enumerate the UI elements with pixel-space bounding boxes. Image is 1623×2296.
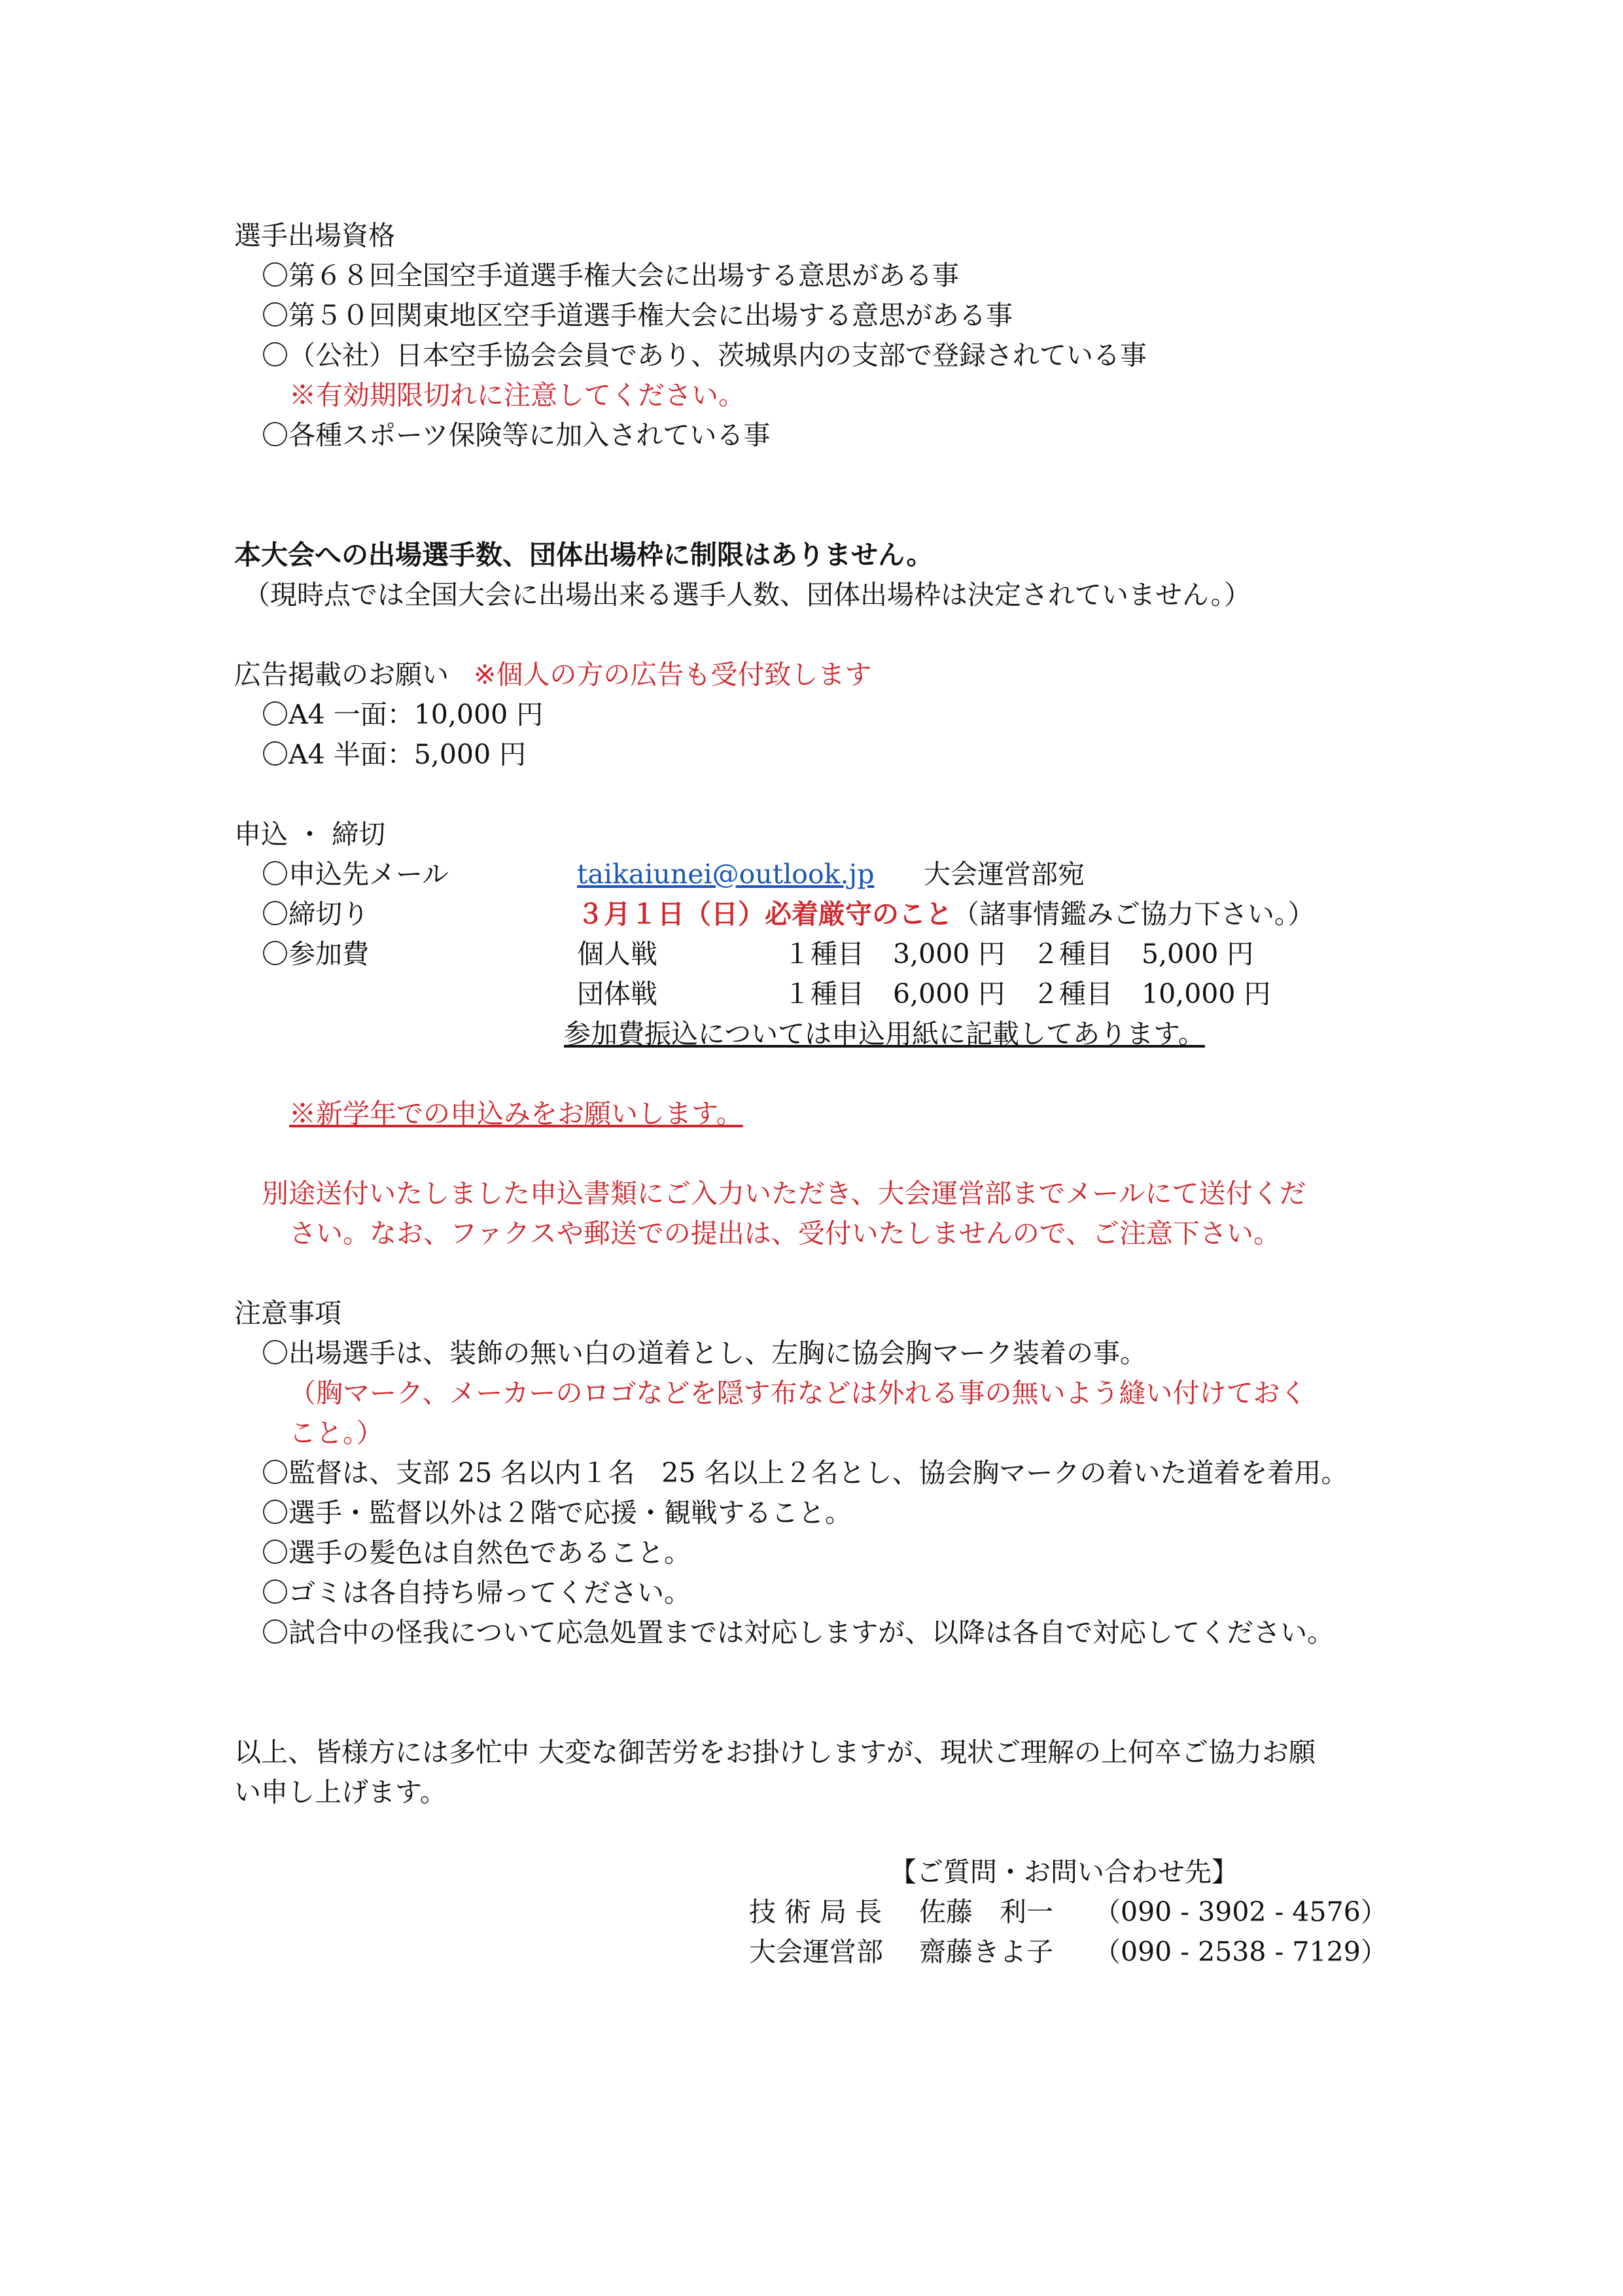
new-year-note bbox=[289, 1094, 743, 1134]
eligibility-item: 〇第５０回関東地区空手道選手権大会に出場する意思がある事 bbox=[262, 300, 1013, 331]
email-recipient: 大会運営部宛 bbox=[924, 858, 1085, 890]
contact-role: 大会運営部 bbox=[749, 1936, 883, 1968]
closing-line: 以上、皆様方には多忙中 大変な御苦労をお掛けしますが、現状ご理解の上何卒ご協力お願 bbox=[234, 1737, 1316, 1768]
deadline-line bbox=[577, 894, 1315, 934]
eligibility-item: 〇第６８回全国空手道選手権大会に出場する意思がある事 bbox=[262, 260, 959, 291]
fee-type: 団体戦 bbox=[577, 978, 657, 1010]
fee-two-label: ２種目 bbox=[1032, 938, 1113, 970]
deadline-label: 〇締切り bbox=[262, 898, 369, 930]
eligibility-item: 〇（公社）日本空手協会会員であり、茨城県内の支部で登録されている事 bbox=[262, 340, 1147, 371]
caution-uniform: 〇出場選手は、装飾の無い白の道着とし、左胸に協会胸マーク装着の事。 bbox=[262, 1337, 1147, 1369]
limit-note: （現時点では全国大会に出場出来る選手人数、団体出場枠は決定されていません。） bbox=[243, 579, 1251, 610]
caution-item: 〇試合中の怪我について応急処置までは対応しますが、以降は各自で対応してください。 bbox=[262, 1617, 1335, 1648]
caution-item: 〇選手の髪色は自然色であること。 bbox=[262, 1537, 691, 1568]
ads-heading: 広告掲載のお願い bbox=[234, 659, 449, 690]
fee-type: 個人戦 bbox=[577, 938, 657, 970]
fee-one-value: 6,000 円 bbox=[893, 978, 1005, 1010]
new-year-note-text: ※新学年での申込みをお願いします。 bbox=[289, 1098, 743, 1129]
application-heading: 申込 ・ 締切 bbox=[234, 819, 386, 850]
caution-item: 〇選手・監督以外は２階で応援・観戦すること。 bbox=[262, 1497, 852, 1528]
eligibility-expiry-note: ※有効期限切れに注意してください。 bbox=[289, 380, 745, 411]
email-label: 〇申込先メール bbox=[262, 858, 449, 890]
cautions-heading: 注意事項 bbox=[234, 1298, 341, 1329]
caution-item: 〇監督は、支部 25 名以内１名 25 名以上２名とし、協会胸マークの着いた道着を着用。 bbox=[262, 1457, 1348, 1489]
caution-uniform-note: こと。） bbox=[289, 1417, 383, 1449]
contact-heading: 【ご質問・お問い合わせ先】 bbox=[890, 1856, 1238, 1888]
eligibility-insurance: 〇各種スポーツ保険等に加入されている事 bbox=[262, 419, 771, 451]
contact-name: 齋藤きよ子 bbox=[919, 1936, 1053, 1968]
deadline-date: ３月１日（日）必着厳守のこと bbox=[577, 898, 952, 930]
ads-item: 〇A4 半面：5,000 円 bbox=[262, 739, 527, 770]
fee-one-label: １種目 bbox=[784, 938, 864, 970]
caution-item: 〇ゴミは各自持ち帰ってください。 bbox=[262, 1577, 691, 1608]
eligibility-heading: 選手出場資格 bbox=[234, 220, 395, 251]
fee-one-value: 3,000 円 bbox=[893, 938, 1005, 970]
fee-two-value: 5,000 円 bbox=[1142, 938, 1254, 970]
deadline-note: （諸事情鑑みご協力下さい。） bbox=[952, 898, 1315, 930]
fee-two-value: 10,000 円 bbox=[1142, 978, 1271, 1010]
fee-label: 〇参加費 bbox=[262, 938, 369, 970]
contact-name: 佐藤 利一 bbox=[919, 1896, 1053, 1928]
closing-line: い申し上げます。 bbox=[234, 1776, 447, 1808]
submit-note-line: さい。なお、ファクスや郵送での提出は、受付いたしませんので、ご注意下さい。 bbox=[289, 1218, 1280, 1249]
caution-uniform-note: （胸マーク、メーカーのロゴなどを隠す布などは外れる事の無いよう縫い付けておく bbox=[289, 1377, 1307, 1409]
ads-note: ※個人の方の広告も受付致します bbox=[474, 659, 872, 690]
ads-item: 〇A4 一面：10,000 円 bbox=[262, 699, 544, 730]
fee-two-label: ２種目 bbox=[1032, 978, 1113, 1010]
email-link[interactable]: taikaiunei@outlook.jp bbox=[577, 858, 875, 890]
contact-phone: （090 - 2538 - 7129） bbox=[1094, 1936, 1387, 1968]
fee-one-label: １種目 bbox=[784, 978, 864, 1010]
transfer-note: 参加費振込については申込用紙に記載してあります。 bbox=[564, 1018, 1205, 1050]
limit-statement: 本大会への出場選手数、団体出場枠に制限はありません。 bbox=[234, 539, 934, 571]
contact-phone: （090 - 3902 - 4576） bbox=[1094, 1896, 1387, 1928]
submit-note-line: 別途送付いたしました申込書類にご入力いただき、大会運営部までメールにて送付くだ bbox=[262, 1178, 1306, 1209]
ads-heading-line bbox=[234, 655, 871, 695]
contact-role: 技 術 局 長 bbox=[749, 1896, 882, 1928]
